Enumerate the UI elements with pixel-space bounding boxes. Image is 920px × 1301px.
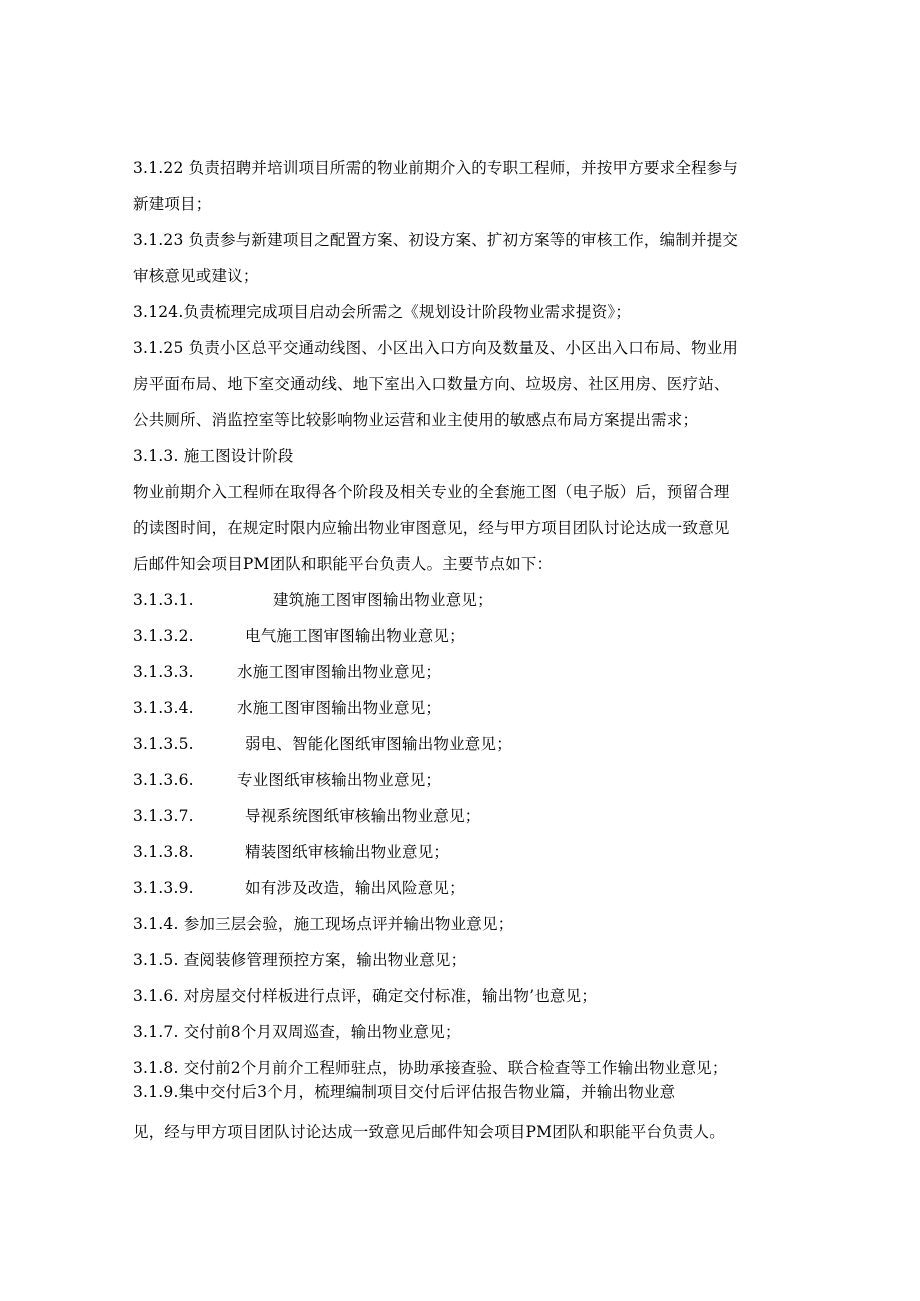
intro-paragraph-line-1: 物业前期介入工程师在取得各个阶段及相关专业的全套施工图（电子版）后，预留合理 (133, 483, 730, 501)
intro-paragraph-line-3: 后邮件知会项目PM团队和职能平台负责人。主要节点如下： (133, 555, 553, 573)
paragraph-3-1-6: 3.1.6. 对房屋交付样板进行点评，确定交付标准，输出物’也意见； (133, 987, 598, 1005)
paragraph-3-1-22-line-1: 3.1.22 负责招聘并培训项目所需的物业前期介入的专职工程师，并按甲方要求全程参与 (133, 159, 739, 177)
paragraph-3-1-23-line-1: 3.1.23 负责参与新建项目之配置方案、初设方案、扩初方案等的审核工作，编制并提交 (133, 231, 739, 249)
paragraph-3-1-8: 3.1.8. 交付前2个月前介工程师驻点，协助承接查验、联合检查等工作输出物业意见； (133, 1059, 728, 1077)
list-item-text: 水施工图审图输出物业意见； (237, 699, 442, 717)
paragraph-3-1-9-line-1: 3.1.9.集中交付后3个月，梳理编制项目交付后评估报告物业篇，并输出物业意 (133, 1083, 676, 1101)
paragraph-3-1-24-line-1: 3.124.负责梳理完成项目启动会所需之《规划设计阶段物业需求提资》； (133, 303, 632, 321)
paragraph-3-1-25-line-2: 房平面布局、地下室交通动线、地下室出入口数量方向、垃圾房、社区用房、医疗站、 (133, 375, 730, 393)
paragraph-3-1-9-line-2: 见，经与甲方项目团队讨论达成一致意见后邮件知会项目PM团队和职能平台负责人。 (133, 1123, 725, 1141)
list-item-text: 水施工图审图输出物业意见； (237, 663, 442, 681)
list-item-text: 建筑施工图审图输出物业意见； (273, 591, 493, 609)
paragraph-3-1-4: 3.1.4. 参加三层会验，施工现场点评并输出物业意见； (133, 915, 514, 933)
paragraph-3-1-25-line-1: 3.1.25 负责小区总平交通动线图、小区出入口方向及数量及、小区出入口布局、物业用 (133, 339, 739, 357)
list-item-text: 专业图纸审核输出物业意见； (237, 771, 442, 789)
list-item-text: 弱电、智能化图纸审图输出物业意见； (245, 735, 512, 753)
paragraph-3-1-25-line-3: 公共厕所、消监控室等比较影响物业运营和业主使用的敏感点布局方案提出需求； (133, 411, 699, 429)
list-item-text: 导视系统图纸审核输出物业意见； (245, 807, 481, 825)
intro-paragraph-line-2: 的读图时间，在规定时限内应输出物业审图意见，经与甲方项目团队讨论达成一致意见 (133, 519, 730, 537)
section-heading-3-1-3: 3.1.3. 施工图设计阶段 (133, 447, 294, 465)
list-item-text: 如有涉及改造，输出风险意见； (245, 879, 465, 897)
list-item-text: 精装图纸审核输出物业意见； (245, 843, 450, 861)
list-item-text: 电气施工图审图输出物业意见； (245, 627, 465, 645)
paragraph-3-1-22-line-2: 新建项目； (133, 195, 212, 213)
document-page: 3.1.22 负责招聘并培训项目所需的物业前期介入的专职工程师，并按甲方要求全程参与 新建项目； 3.1.23 负责参与新建项目之配置方案、初设方案、扩初方案等的审核工作，编制并提交 审核意见或建议； 3.124.负责梳理完成项目启动会所需之《规划设计阶段物业需求提资》； 3.1.25 负责小区总平交通动线图、小区出入口方向及数量及、小区出入口布局、物业用 房平面布局、地下室交通动线、地下室出入口数量方向、垃圾房、社区用房、医疗站、 公共厕所、消监控室等比较影响物业运营和业主使用的敏感点布局方案提出需求； 3.1.3. 施工图设计阶段 物业前期介入工程师在取得各个阶段及相关专业的全套施工图（电子版）后，预留合理 的读图时间，在规定时限内应输出物业审图意见，经与甲方项目团队讨论达成一致意见 后邮件知会项目PM团队和职能平台负责人。主要节点如下： 3.1.3.1. 建筑施工图审图输出物业意见； 3.1.3.2. 电气施工图审图输出物业意见； 3.1.3.3. 水施工图审图输出物业意见； 3.1.3.4. 水施工图审图输出物业意见； 3.1.3.5. 弱电、智能化图纸审图输出物业意见； 3.1.3.6. 专业图纸审核输出物业意见； 3.1.3.7. 导视系统图纸审核输出物业意见； 3.1.3.8. 精装图纸审核输出物业意见； 3.1.3.9. 如有涉及改造，输出风险意见； 3.1.4. 参加三层会验，施工现场点评并输出物业意见； 3.1.5. 查阅装修管理预控方案，输出物业意见； 3.1.6. 对房屋交付样板进行点评，确定交付标准，输出物’也意见； 3.1.7. 交付前8个月双周巡查，输出物业意见； 3.1.8. 交付前2个月前介工程师驻点，协助承接查验、联合检查等工作输出物业意见； 3.1.9.集中交付后3个月，梳理编制项目交付后评估报告物业篇，并输出物业意 见，经与甲方项目团队讨论达成一致意见后邮件知会项目PM团队和职能平台负责人。 (133, 159, 739, 1141)
paragraph-3-1-23-line-2: 审核意见或建议； (133, 267, 259, 285)
paragraph-3-1-7: 3.1.7. 交付前8个月双周巡查，输出物业意见； (133, 1023, 461, 1041)
paragraph-3-1-5: 3.1.5. 查阅装修管理预控方案，输出物业意见； (133, 951, 467, 969)
